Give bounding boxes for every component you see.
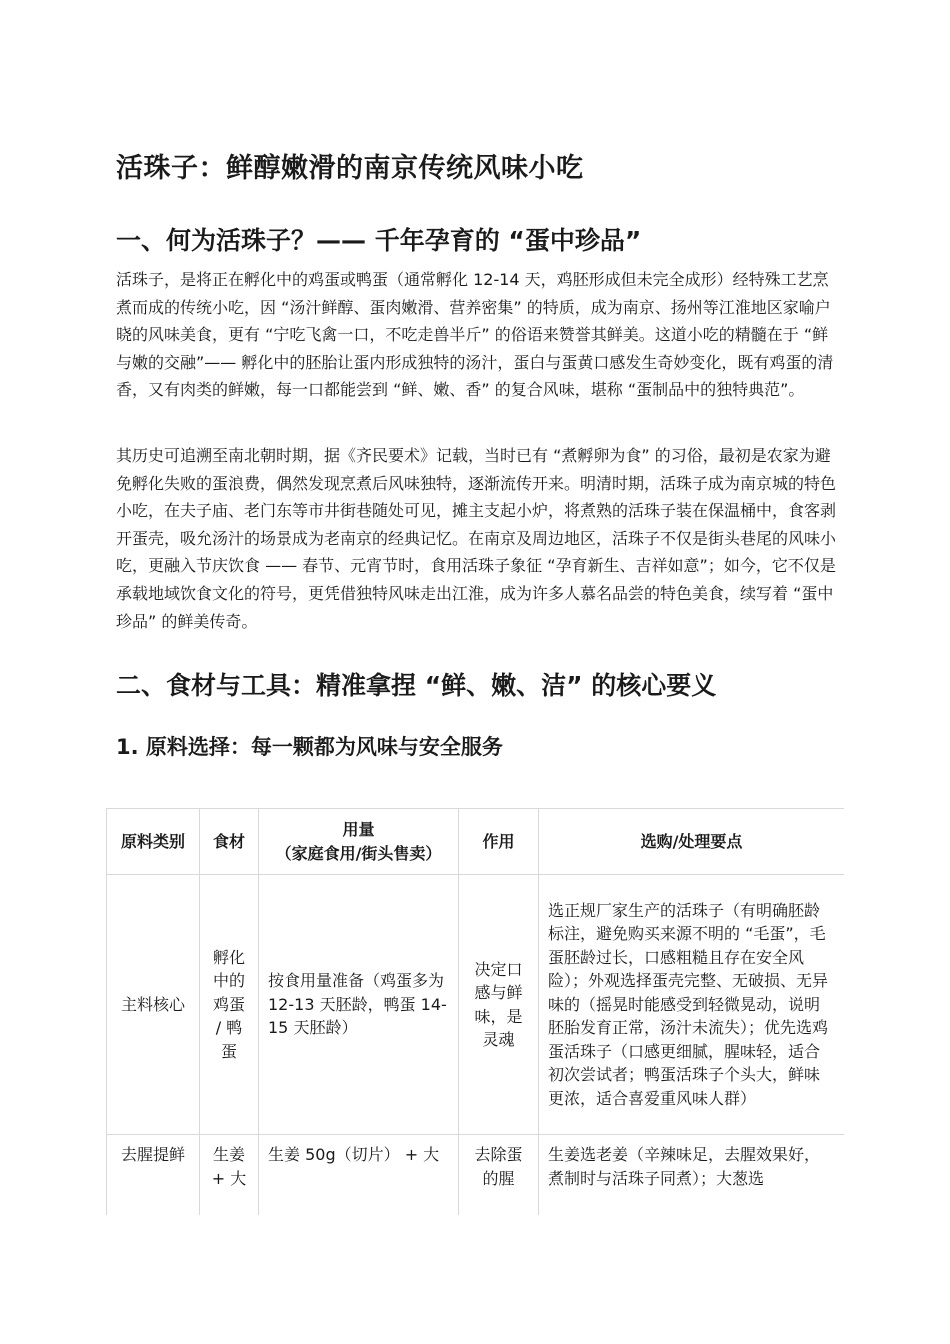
table-row [107,1135,845,1216]
table-row [107,875,845,1135]
section-1-paragraph-1: 活珠子，是将正在孵化中的鸡蛋或鸭蛋（通常孵化 12-14 天，鸡胚形成但未完全成形）经特殊工艺烹煮而成的传统小吃，因 “汤汁鲜醇、蛋肉嫩滑、营养密集” 的特质，成为南京、扬州等江淮地区家喻户晓的风味美食，更有 “宁吃飞禽一口，不吃走兽半斤” 的俗语来赞誉其鲜美。这道小吃的精髓在于 “鲜与嫩的交融”—— 孵化中的胚胎让蛋内形成独特的汤汁，蛋白与蛋黄口感发生奇妙变化，既有鸡蛋的清香，又有肉类的鲜嫩，每一口都能尝到 “鲜、嫩、香” 的复合风味，堪称 “蛋制品中的独特典范”。 [116,270,834,400]
table-cell: 按食用量准备（鸡蛋多为 12-13 天胚龄，鸭蛋 14-15 天胚龄） [259,875,459,1135]
page-title: 活珠子：鲜醇嫩滑的南京传统风味小吃 [116,153,584,184]
table-cell: 选正规厂家生产的活珠子（有明确胚龄标注，避免购买来源不明的 “毛蛋”，毛蛋胚龄过长，口感粗糙且存在安全风险）；外观选择蛋壳完整、无破损、无异味的（摇晃时能感受到轻微晃动，说明胚胎发育正常，汤汁未流失）；优先选鸡蛋活珠子（口感更细腻，腥味轻，适合初次尝试者；鸭蛋活珠子个头大，鲜味更浓，适合喜爱重风味人群） [539,875,845,1135]
table-cell: 生姜 50g（切片） + 大 [259,1135,459,1216]
subsection-1-heading: 1. 原料选择：每一颗都为风味与安全服务 [116,735,503,759]
table-cell: 去腥提鲜 [107,1135,200,1216]
section-1-paragraph-2: 其历史可追溯至南北朝时期，据《齐民要术》记载，当时已有 “煮孵卵为食” 的习俗，最初是农家为避免孵化失败的蛋浪费，偶然发现烹煮后风味独特，逐渐流传开来。明清时期，活珠子成为南京城的特色小吃，在夫子庙、老门东等市井街巷随处可见，摊主支起小炉，将煮熟的活珠子装在保温桶中，食客剥开蛋壳，吸允汤汁的场景成为老南京的经典记忆。在南京及周边地区，活珠子不仅是街头巷尾的风味小吃，更融入节庆饮食 —— 春节、元宵节时，食用活珠子象征 “孕育新生、吉祥如意”；如今，它不仅是承载地域饮食文化的符号，更凭借独特风味走出江淮，成为许多人慕名品尝的特色美食，续写着 “蛋中珍品” 的鲜美传奇。 [116,446,837,631]
section-2-heading: 二、食材与工具：精准拿捏 “鲜、嫩、洁” 的核心要义 [116,671,717,700]
section-1-heading: 一、何为活珠子？—— 千年孕育的 “蛋中珍品” [116,226,642,255]
table-header-cell: 用量 （家庭食用/街头售卖） [259,809,459,875]
table-cell: 决定口感与鲜味，是灵魂 [459,875,539,1135]
table-cell: 去除蛋的腥 [459,1135,539,1216]
table-header-cell: 选购/处理要点 [539,809,845,875]
table-cell: 孵化中的鸡蛋 / 鸭蛋 [200,875,259,1135]
table-header-cell: 食材 [200,809,259,875]
table-cell: 生姜 + 大 [200,1135,259,1216]
table-cell: 生姜选老姜（辛辣味足，去腥效果好，煮制时与活珠子同煮）；大葱选 [539,1135,845,1216]
table-cell: 主料核心 [107,875,200,1135]
table-header-row [107,809,845,875]
ingredients-table [106,808,844,1215]
table-header-cell: 原料类别 [107,809,200,875]
ingredients-table-container [106,808,844,1215]
table-header-cell: 作用 [459,809,539,875]
